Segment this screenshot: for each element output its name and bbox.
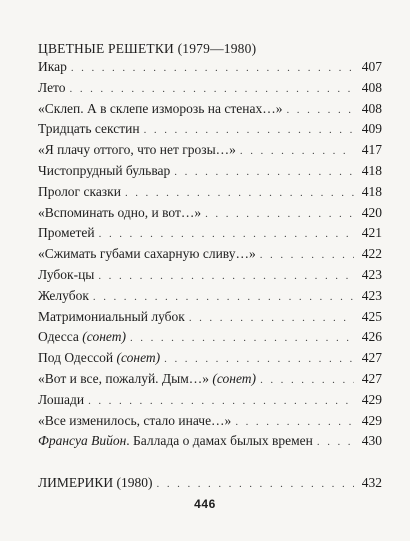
dot-leader: [93, 287, 354, 308]
toc-entry-text: «Вот и все, пожалуй. Дым…»: [38, 370, 213, 386]
dot-leader: [130, 328, 354, 349]
toc-entry: [38, 307, 382, 328]
toc-entry-title: [38, 390, 84, 411]
toc-entry-title: [38, 140, 236, 161]
toc-entry-page: 427: [361, 370, 382, 386]
toc-entry: [38, 431, 382, 452]
toc-entry: [38, 286, 382, 307]
toc-entry: [38, 119, 382, 140]
toc-entry-page: 417: [361, 142, 382, 158]
toc-entry-text: Одесса: [38, 329, 83, 345]
toc-entry-page: 427: [361, 350, 382, 366]
toc-entry-title: [38, 161, 170, 182]
toc-entry-page: 418: [361, 183, 382, 199]
toc-entry-text: Лубок-цы: [38, 266, 95, 282]
toc-entry: [38, 265, 382, 286]
toc-entry: [38, 182, 382, 203]
toc-entry-text: «Сжимать губами сахарную сливу…»: [38, 246, 256, 262]
toc-entry-page: 430: [361, 433, 382, 449]
toc-entry-title: [38, 286, 89, 307]
toc-entry: [38, 161, 382, 182]
toc-entry-page: 409: [361, 121, 382, 137]
dot-leader: [99, 224, 354, 245]
toc-entry-title: [38, 244, 256, 265]
toc-entry-page: 423: [361, 287, 382, 303]
toc-entry: [38, 203, 382, 224]
toc-entry: [38, 369, 382, 390]
toc-entry-text: «Склеп. А в склепе изморозь на стенах…»: [38, 100, 283, 116]
toc-entry-page: 407: [361, 59, 382, 74]
toc-entry-page: 429: [361, 412, 382, 428]
toc-entry-title: [38, 307, 185, 328]
toc-entry-page: 408: [361, 100, 382, 116]
toc-entry-text: . Баллада о дамах былых времен: [126, 433, 313, 449]
toc-entry: [38, 223, 382, 244]
toc-entry-page: 420: [361, 204, 382, 220]
dot-leader: [164, 349, 354, 370]
page-number: 446: [194, 497, 216, 511]
toc-entry-title: [38, 431, 313, 452]
toc-entry-author: Франсуа Вийон: [38, 433, 127, 449]
toc-entry-text: «Все изменилось, стало иначе…»: [38, 412, 232, 428]
toc-entry-title: [38, 369, 256, 390]
dot-leader: [71, 58, 354, 79]
toc-entry-text: Пролог сказки: [38, 183, 121, 199]
toc-entry-text: Желубок: [38, 287, 89, 303]
dot-leader: [189, 308, 354, 329]
toc-entry: [38, 140, 382, 161]
toc-entry: [38, 411, 382, 432]
dot-leader: [240, 141, 354, 162]
dot-leader: [70, 79, 354, 100]
section-gap: [38, 452, 382, 473]
toc-entry-page: 418: [361, 162, 382, 178]
toc-entry-title: [38, 265, 94, 286]
toc-entry-text: Тридцать секстин: [38, 121, 140, 137]
dot-leader: [98, 266, 354, 287]
toc-entry-text: Лошади: [38, 391, 85, 407]
toc-entry: [38, 327, 382, 348]
toc-entry: [38, 390, 382, 411]
toc-entry-text: Чистопрудный бульвар: [38, 162, 171, 178]
dot-leader: [235, 412, 354, 433]
toc-entry-text: «Я плачу оттого, что нет грозы…»: [38, 142, 236, 158]
toc-entry-title: [38, 182, 121, 203]
toc-entry-note: (сонет): [212, 370, 257, 386]
toc-entry: [38, 473, 382, 494]
toc-entry: [38, 244, 382, 265]
dot-leader: [286, 100, 354, 121]
dot-leader: [157, 474, 354, 495]
toc-entry-title: [38, 203, 201, 224]
toc-entry-title: ЛИМЕРИКИ (1980): [38, 475, 153, 491]
dot-leader: [317, 432, 354, 453]
toc-entry-text: «Вспоминать одно, и вот…»: [38, 204, 202, 220]
toc-entry-text: Под Одессой: [38, 350, 117, 366]
toc-entry-title: [38, 78, 66, 99]
toc-entry-text: Матримониальный лубок: [38, 308, 185, 324]
toc-entry-list: [38, 57, 382, 452]
toc-entry: [38, 348, 382, 369]
toc-entry-page: 425: [361, 308, 382, 324]
table-of-contents: [38, 40, 382, 494]
toc-entry-page: 423: [361, 266, 382, 282]
toc-entry-page: 408: [361, 79, 382, 95]
dot-leader: [125, 183, 354, 204]
toc-entry-title: [38, 327, 126, 348]
toc-entry-page: 422: [361, 246, 382, 262]
toc-entry-text: Прометей: [38, 225, 95, 241]
toc-entry-note: (сонет): [82, 329, 126, 345]
toc-entry-text: Лето: [38, 79, 66, 95]
toc-entry-title: [38, 57, 67, 78]
toc-entry-note: (сонет): [116, 350, 161, 366]
toc-entry-page: 429: [361, 391, 382, 407]
toc-entry-title: [38, 99, 282, 120]
toc-entry: [38, 78, 382, 99]
toc-entry-title: [38, 411, 231, 432]
toc-entry-page: 426: [361, 329, 382, 345]
toc-entry-page: 432: [361, 475, 382, 491]
dot-leader: [260, 370, 354, 391]
dot-leader: [205, 204, 354, 225]
section-heading: ЦВЕТНЫЕ РЕШЕТКИ (1979—1980): [38, 41, 257, 56]
toc-entry-text: Икар: [38, 59, 67, 74]
toc-entry: [38, 99, 382, 120]
toc-entry: [38, 57, 382, 78]
toc-entry-title: [38, 223, 95, 244]
dot-leader: [88, 391, 354, 412]
dot-leader: [260, 245, 354, 266]
dot-leader: [174, 162, 354, 183]
toc-entry-page: 421: [361, 225, 382, 241]
dot-leader: [144, 120, 354, 141]
toc-entry-title: [38, 119, 140, 140]
toc-entry-title: [38, 348, 160, 369]
